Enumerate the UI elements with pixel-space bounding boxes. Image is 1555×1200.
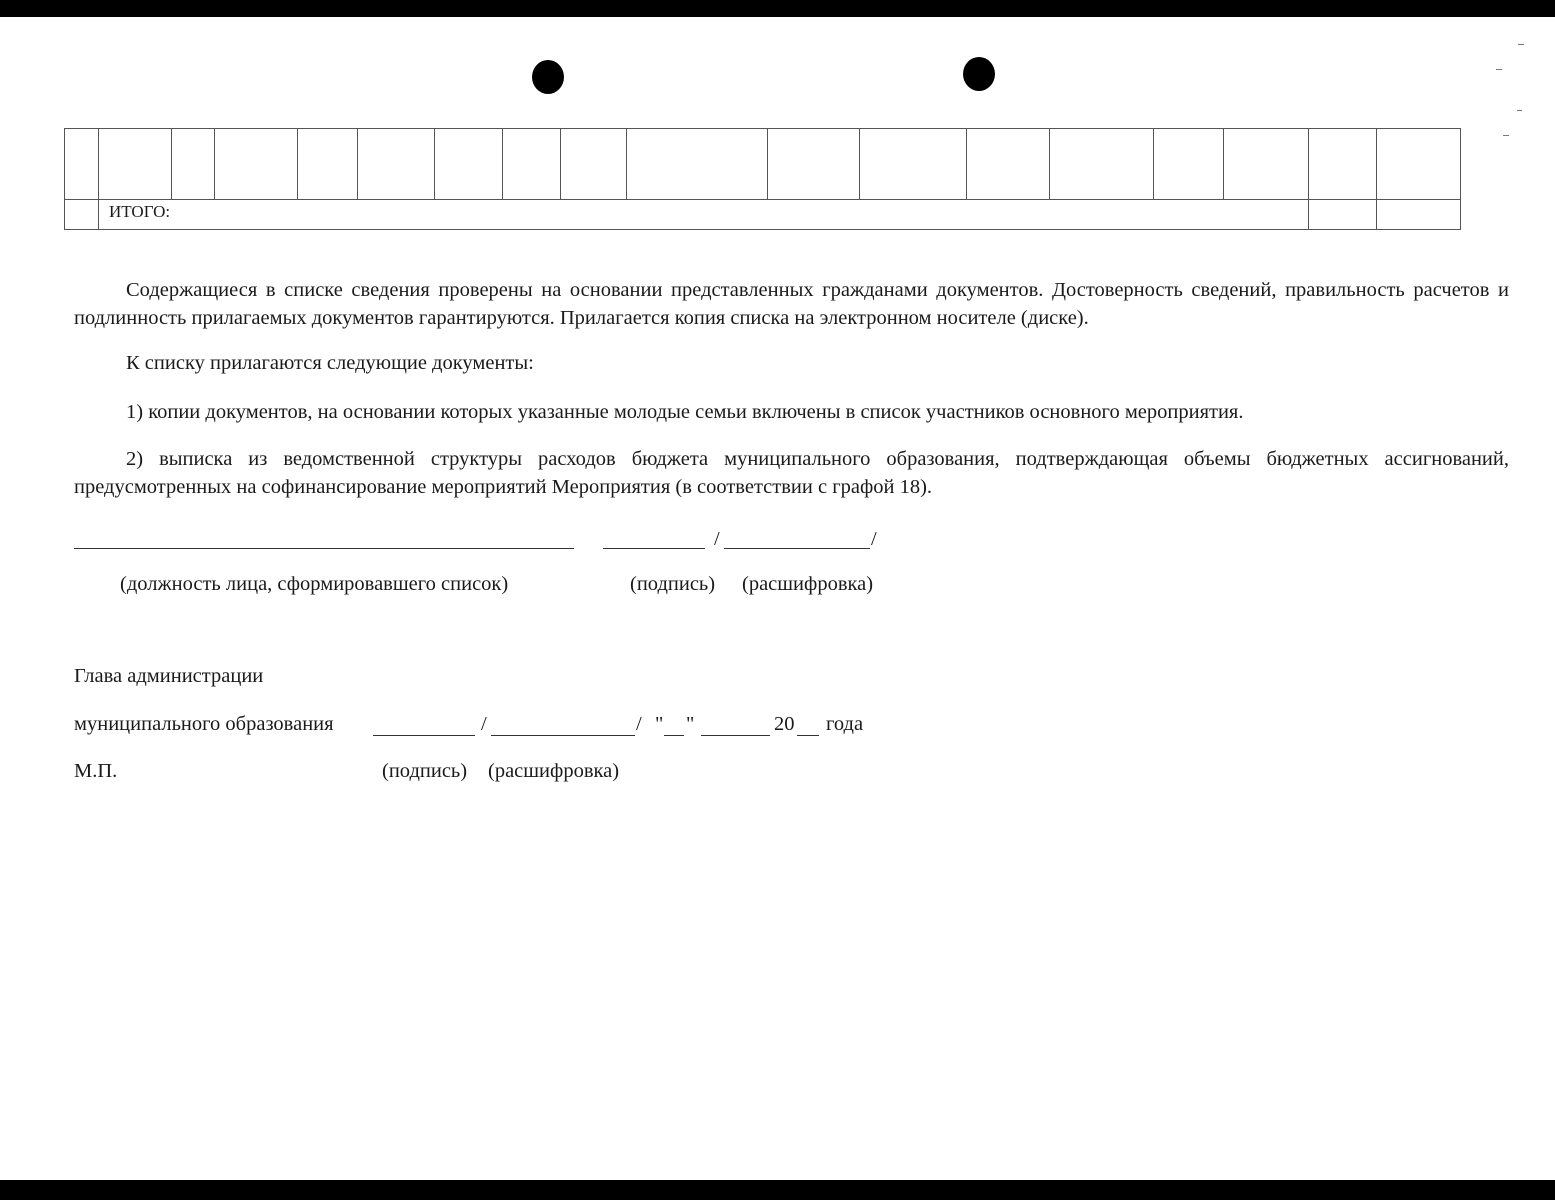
position-line <box>74 548 574 549</box>
total-label: ИТОГО: <box>99 199 1309 229</box>
scan-bottom-border <box>0 1180 1555 1200</box>
summary-table <box>64 128 1461 230</box>
head-decode-line <box>491 735 635 736</box>
position-caption: (должность лица, сформировавшего список) <box>120 573 509 595</box>
table-cell <box>1050 129 1154 200</box>
scan-speck <box>1503 135 1509 136</box>
year-line <box>797 735 819 736</box>
table-cell <box>561 129 627 200</box>
date-month-line <box>701 735 770 736</box>
table-cell <box>1309 129 1377 200</box>
signature-line <box>603 548 705 549</box>
table-cell <box>860 129 967 200</box>
table-row <box>65 129 1461 200</box>
slash: / <box>871 528 877 550</box>
year-suffix: года <box>826 713 864 735</box>
table-cell <box>215 129 298 200</box>
slash: / <box>714 528 720 550</box>
scan-speck <box>1517 110 1522 111</box>
punch-hole-left <box>532 60 564 94</box>
punch-hole-right <box>963 57 995 91</box>
scan-speck <box>1518 44 1524 45</box>
head-title: Глава администрации <box>74 665 264 687</box>
scan-speck <box>1496 69 1502 70</box>
table-total-row <box>65 199 1461 229</box>
sign-caption: (подпись) <box>630 573 716 595</box>
table-cell <box>435 129 503 200</box>
table-cell <box>172 129 215 200</box>
head-decode-caption: (расшифровка) <box>488 760 620 782</box>
head-signature-line <box>373 735 475 736</box>
date-day-line <box>664 735 684 736</box>
table-cell <box>99 129 172 200</box>
year-prefix: 20 <box>774 713 795 735</box>
head-sign-caption: (подпись) <box>382 760 468 782</box>
attachment-item-1: 1) копии документов, на основании которых указанные молодые семьи включены в список участников основного мероприятия. <box>126 401 1244 423</box>
slash: / <box>481 713 487 735</box>
table-cell <box>627 129 768 200</box>
table-cell <box>65 199 99 229</box>
table-cell <box>1309 199 1377 229</box>
attachments-heading: К списку прилагаются следующие документы: <box>126 352 534 374</box>
table-cell <box>1377 199 1461 229</box>
municipality-title: муниципального образования <box>74 713 334 735</box>
table-cell <box>1224 129 1309 200</box>
date-quote-open: " <box>655 713 664 735</box>
stamp-place: М.П. <box>74 760 118 782</box>
table-cell <box>768 129 860 200</box>
decode-line <box>724 548 870 549</box>
table-cell <box>298 129 358 200</box>
table-cell <box>503 129 561 200</box>
table-cell <box>1154 129 1224 200</box>
table-cell <box>358 129 435 200</box>
verification-paragraph: Содержащиеся в списке сведения проверены на основании представленных гражданами документов. Достоверность сведений, правильность расчетов и подлинность прилагаемых документов гарантируются. Прилагается копия списка на электронном носителе (диске). <box>74 279 1509 329</box>
slash: / <box>636 713 642 735</box>
table-cell <box>65 129 99 200</box>
table-cell <box>1377 129 1461 200</box>
decode-caption: (расшифровка) <box>742 573 874 595</box>
table-cell <box>967 129 1050 200</box>
scan-top-border <box>0 0 1555 17</box>
date-quote-close: " <box>686 713 695 735</box>
attachment-item-2: 2) выписка из ведомственной структуры расходов бюджета муниципального образования, подтверждающая объемы бюджетных ассигнований, предусмотренных на софинансирование мероприятий Мероприятия (в соответствии с графой 18). <box>74 448 1509 498</box>
